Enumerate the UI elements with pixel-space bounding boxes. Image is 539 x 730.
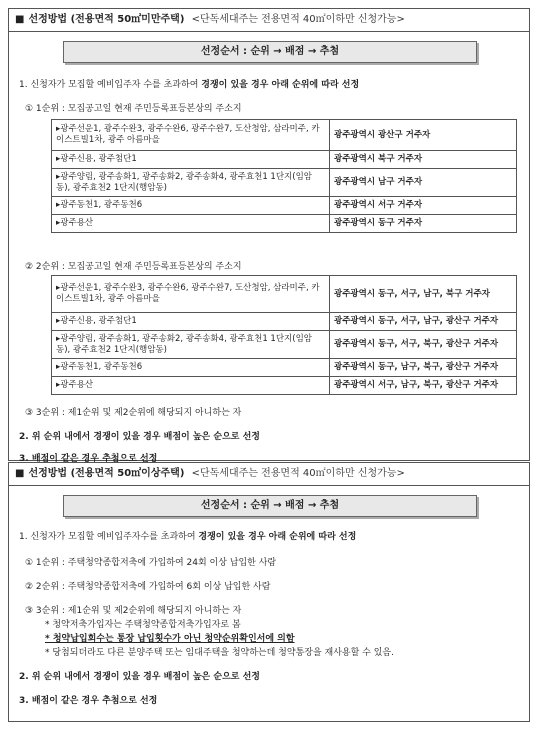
section-over-50	[8, 462, 530, 722]
rank1-table	[51, 119, 517, 233]
section-title: 선정방법 (전용면적 50㎡미만주택)	[28, 14, 185, 25]
complex-cell: ▸광주선운1, 광주수완3, 광주수완6, 광주수완7, 도산청암, 삼라미주, 카이스트빌1차, 광주 아름마을	[52, 120, 330, 151]
selection-order-box: 선정순서 : 순위 → 배점 → 추첨	[63, 41, 477, 63]
residence-cell: 광주광역시 서구 거주자	[330, 197, 517, 215]
note-2: * 청약납입회수는 통장 납입횟수가 아닌 청약순위확인서에 의함	[45, 634, 295, 644]
residence-cell: 광주광역시 동구, 서구, 북구, 광산구 거주자	[330, 331, 517, 359]
table-row	[52, 169, 517, 197]
selection-order-box: 선정순서 : 순위 → 배점 → 추첨	[63, 495, 477, 517]
section-header	[9, 9, 529, 32]
residence-cell: 광주광역시 서구, 남구, 북구, 광산구 거주자	[330, 377, 517, 395]
square-bullet-icon: ■	[15, 14, 25, 25]
rank2-table	[51, 275, 517, 395]
table-row	[52, 331, 517, 359]
item-2: 2. 위 순위 내에서 경쟁이 있을 경우 배점이 높은 순으로 선정	[19, 672, 260, 682]
complex-cell: ▸광주동천1, 광주동천6	[52, 197, 330, 215]
table-row	[52, 276, 517, 313]
residence-cell: 광주광역시 광산구 거주자	[330, 120, 517, 151]
item-2: 2. 위 순위 내에서 경쟁이 있을 경우 배점이 높은 순으로 선정	[19, 432, 260, 442]
rank3-line: ③ 3순위 : 제1순위 및 제2순위에 해당되지 아니하는 자	[25, 606, 242, 616]
rank3-title: ③ 3순위 : 제1순위 및 제2순위에 해당되지 아니하는 자	[25, 408, 242, 418]
residence-cell: 광주광역시 동구, 서구, 남구, 북구 거주자	[330, 276, 517, 313]
residence-cell: 광주광역시 남구 거주자	[330, 169, 517, 197]
complex-cell: ▸광주양림, 광주송화1, 광주송화2, 광주송화4, 광주효천1 1단지(임암동), 광주효천2 1단지(행암동)	[52, 331, 330, 359]
table-row	[52, 359, 517, 377]
complex-cell: ▸광주용산	[52, 215, 330, 233]
rank2-title: ② 2순위 : 모집공고일 현재 주민등록표등본상의 주소지	[25, 262, 242, 272]
complex-cell: ▸광주동천1, 광주동천6	[52, 359, 330, 377]
section-under-50	[8, 8, 530, 464]
complex-cell: ▸광주용산	[52, 377, 330, 395]
rank1-title: ① 1순위 : 모집공고일 현재 주민등록표등본상의 주소지	[25, 104, 242, 114]
rank1-line: ① 1순위 : 주택청약종합저축에 가입하여 24회 이상 납입한 사람	[25, 558, 277, 568]
item-1: 1. 신청자가 모집할 예비입주자 수를 초과하여 경쟁이 있을 경우 아래 순위에 따라 선정	[19, 80, 360, 90]
section-note: <단독세대주는 전용면적 40㎡이하만 신청가능>	[191, 14, 405, 25]
item-3: 3. 배점이 같은 경우 추첨으로 선정	[19, 696, 158, 706]
note-1: * 청약저축가입자는 주택청약종합저축가입자로 봄	[45, 620, 241, 630]
residence-cell: 광주광역시 동구, 남구, 북구, 광산구 거주자	[330, 359, 517, 377]
section-note: <단독세대주는 전용면적 40㎡이하만 신청가능>	[191, 468, 405, 479]
table-row	[52, 215, 517, 233]
complex-cell: ▸광주신용, 광주첨단1	[52, 151, 330, 169]
residence-cell: 광주광역시 동구, 서구, 남구, 광산구 거주자	[330, 313, 517, 331]
section-title: 선정방법 (전용면적 50㎡이상주택)	[28, 468, 185, 479]
table-row	[52, 313, 517, 331]
item-3: 3. 배점이 같은 경우 추첨으로 선정	[19, 454, 158, 464]
residence-cell: 광주광역시 동구 거주자	[330, 215, 517, 233]
section-header	[9, 463, 529, 486]
rank2-line: ② 2순위 : 주택청약종합저축에 가입하여 6회 이상 납입한 사람	[25, 582, 271, 592]
complex-cell: ▸광주선운1, 광주수완3, 광주수완6, 광주수완7, 도산청암, 삼라미주, 카이스트빌1차, 광주 아름마을	[52, 276, 330, 313]
table-row	[52, 120, 517, 151]
table-row	[52, 377, 517, 395]
complex-cell: ▸광주신용, 광주첨단1	[52, 313, 330, 331]
residence-cell: 광주광역시 북구 거주자	[330, 151, 517, 169]
complex-cell: ▸광주양림, 광주송화1, 광주송화2, 광주송화4, 광주효천1 1단지(임암동), 광주효천2 1단지(행암동)	[52, 169, 330, 197]
square-bullet-icon: ■	[15, 468, 25, 479]
item-1: 1. 신청자가 모집할 예비입주자수를 초과하여 경쟁이 있을 경우 아래 순위에 따라 선정	[19, 532, 357, 542]
table-row	[52, 197, 517, 215]
table-row	[52, 151, 517, 169]
note-3: * 당첨되더라도 다른 분양주택 또는 임대주택을 청약하는데 청약통장을 재사용할 수 있음.	[45, 648, 394, 658]
